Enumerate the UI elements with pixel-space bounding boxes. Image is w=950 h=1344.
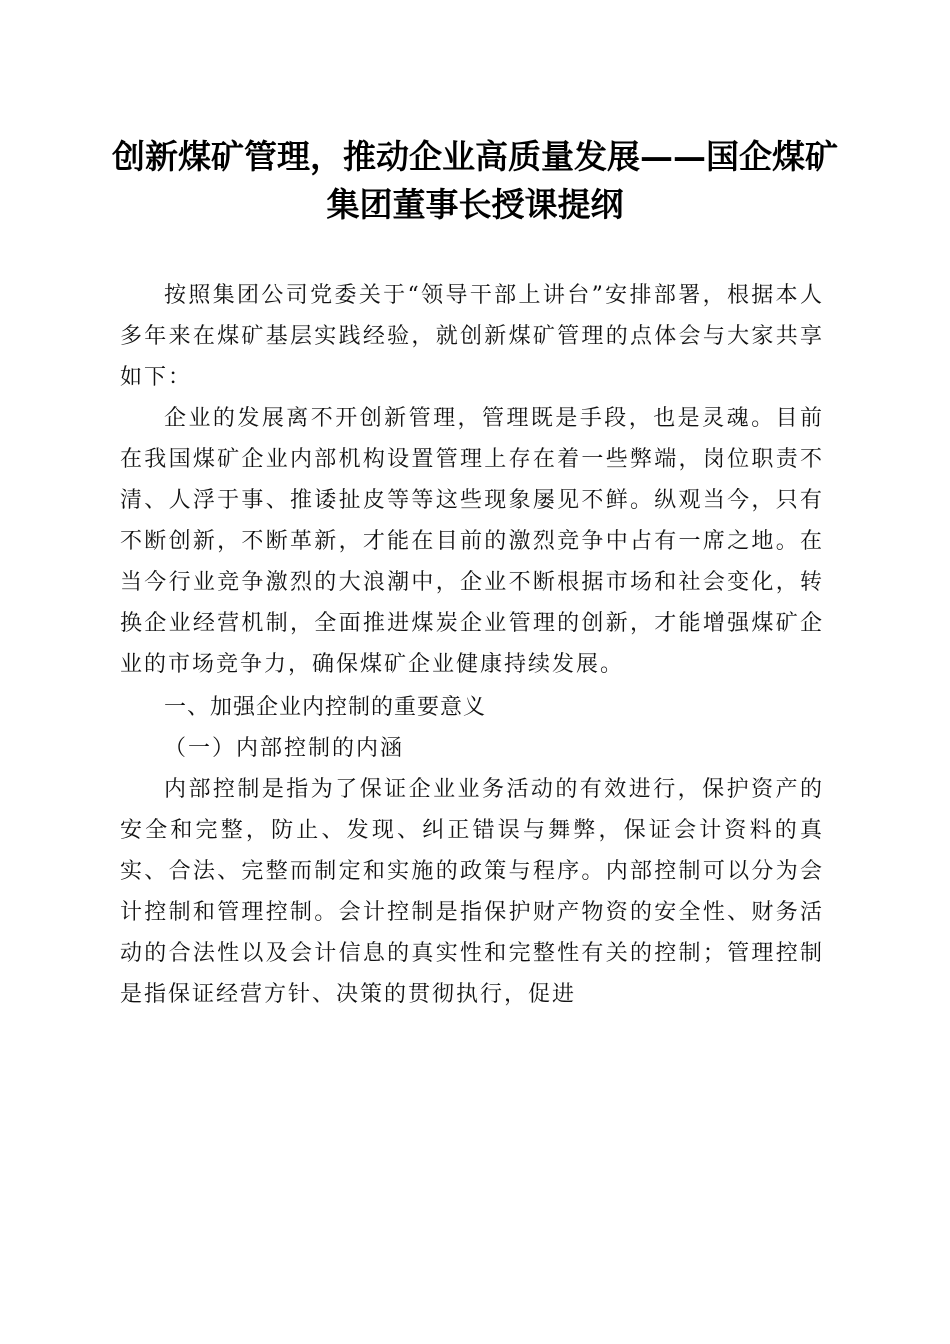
section-heading: 一、加强企业内控制的重要意义 xyxy=(164,695,487,720)
intro-paragraph: 按照集团公司党委关于“领导干部上讲台”安排部署，根据本人多年来在煤矿基层实践经验，就创新煤矿管理的点体会与大家共享如下： xyxy=(120,283,824,390)
background-paragraph: 企业的发展离不开创新管理，管理既是手段，也是灵魂。目前在我国煤矿企业内部机构设置管理上存在着一些弊端，岗位职责不清、人浮于事、推诿扯皮等等这些现象屡见不鲜。纵观当今，只有不断创新，不断革新，才能在目前的激烈竞争中占有一席之地。在当今行业竞争激烈的大浪潮中，企业不断根据市场和社会变化，转换企业经营机制，全面推进煤炭企业管理的创新，才能增强煤矿企业的市场竞争力，确保煤矿企业健康持续发展。 xyxy=(120,406,824,677)
subsection-heading: （一）内部控制的内涵 xyxy=(164,736,405,761)
document-body xyxy=(120,275,824,1015)
subsection-paragraph: 内部控制是指为了保证企业业务活动的有效进行，保护资产的安全和完整，防止、发现、纠正错误与舞弊，保证会计资料的真实、合法、完整而制定和实施的政策与程序。内部控制可以分为会计控制和管理控制。会计控制是指保护财产物资的安全性、财务活动的合法性以及会计信息的真实性和完整性有关的控制；管理控制是指保证经营方针、决策的贯彻执行，促进 xyxy=(120,777,824,1007)
document-title: 创新煤矿管理，推动企业高质量发展——国企煤矿集团董事长授课提纲 xyxy=(112,137,838,224)
